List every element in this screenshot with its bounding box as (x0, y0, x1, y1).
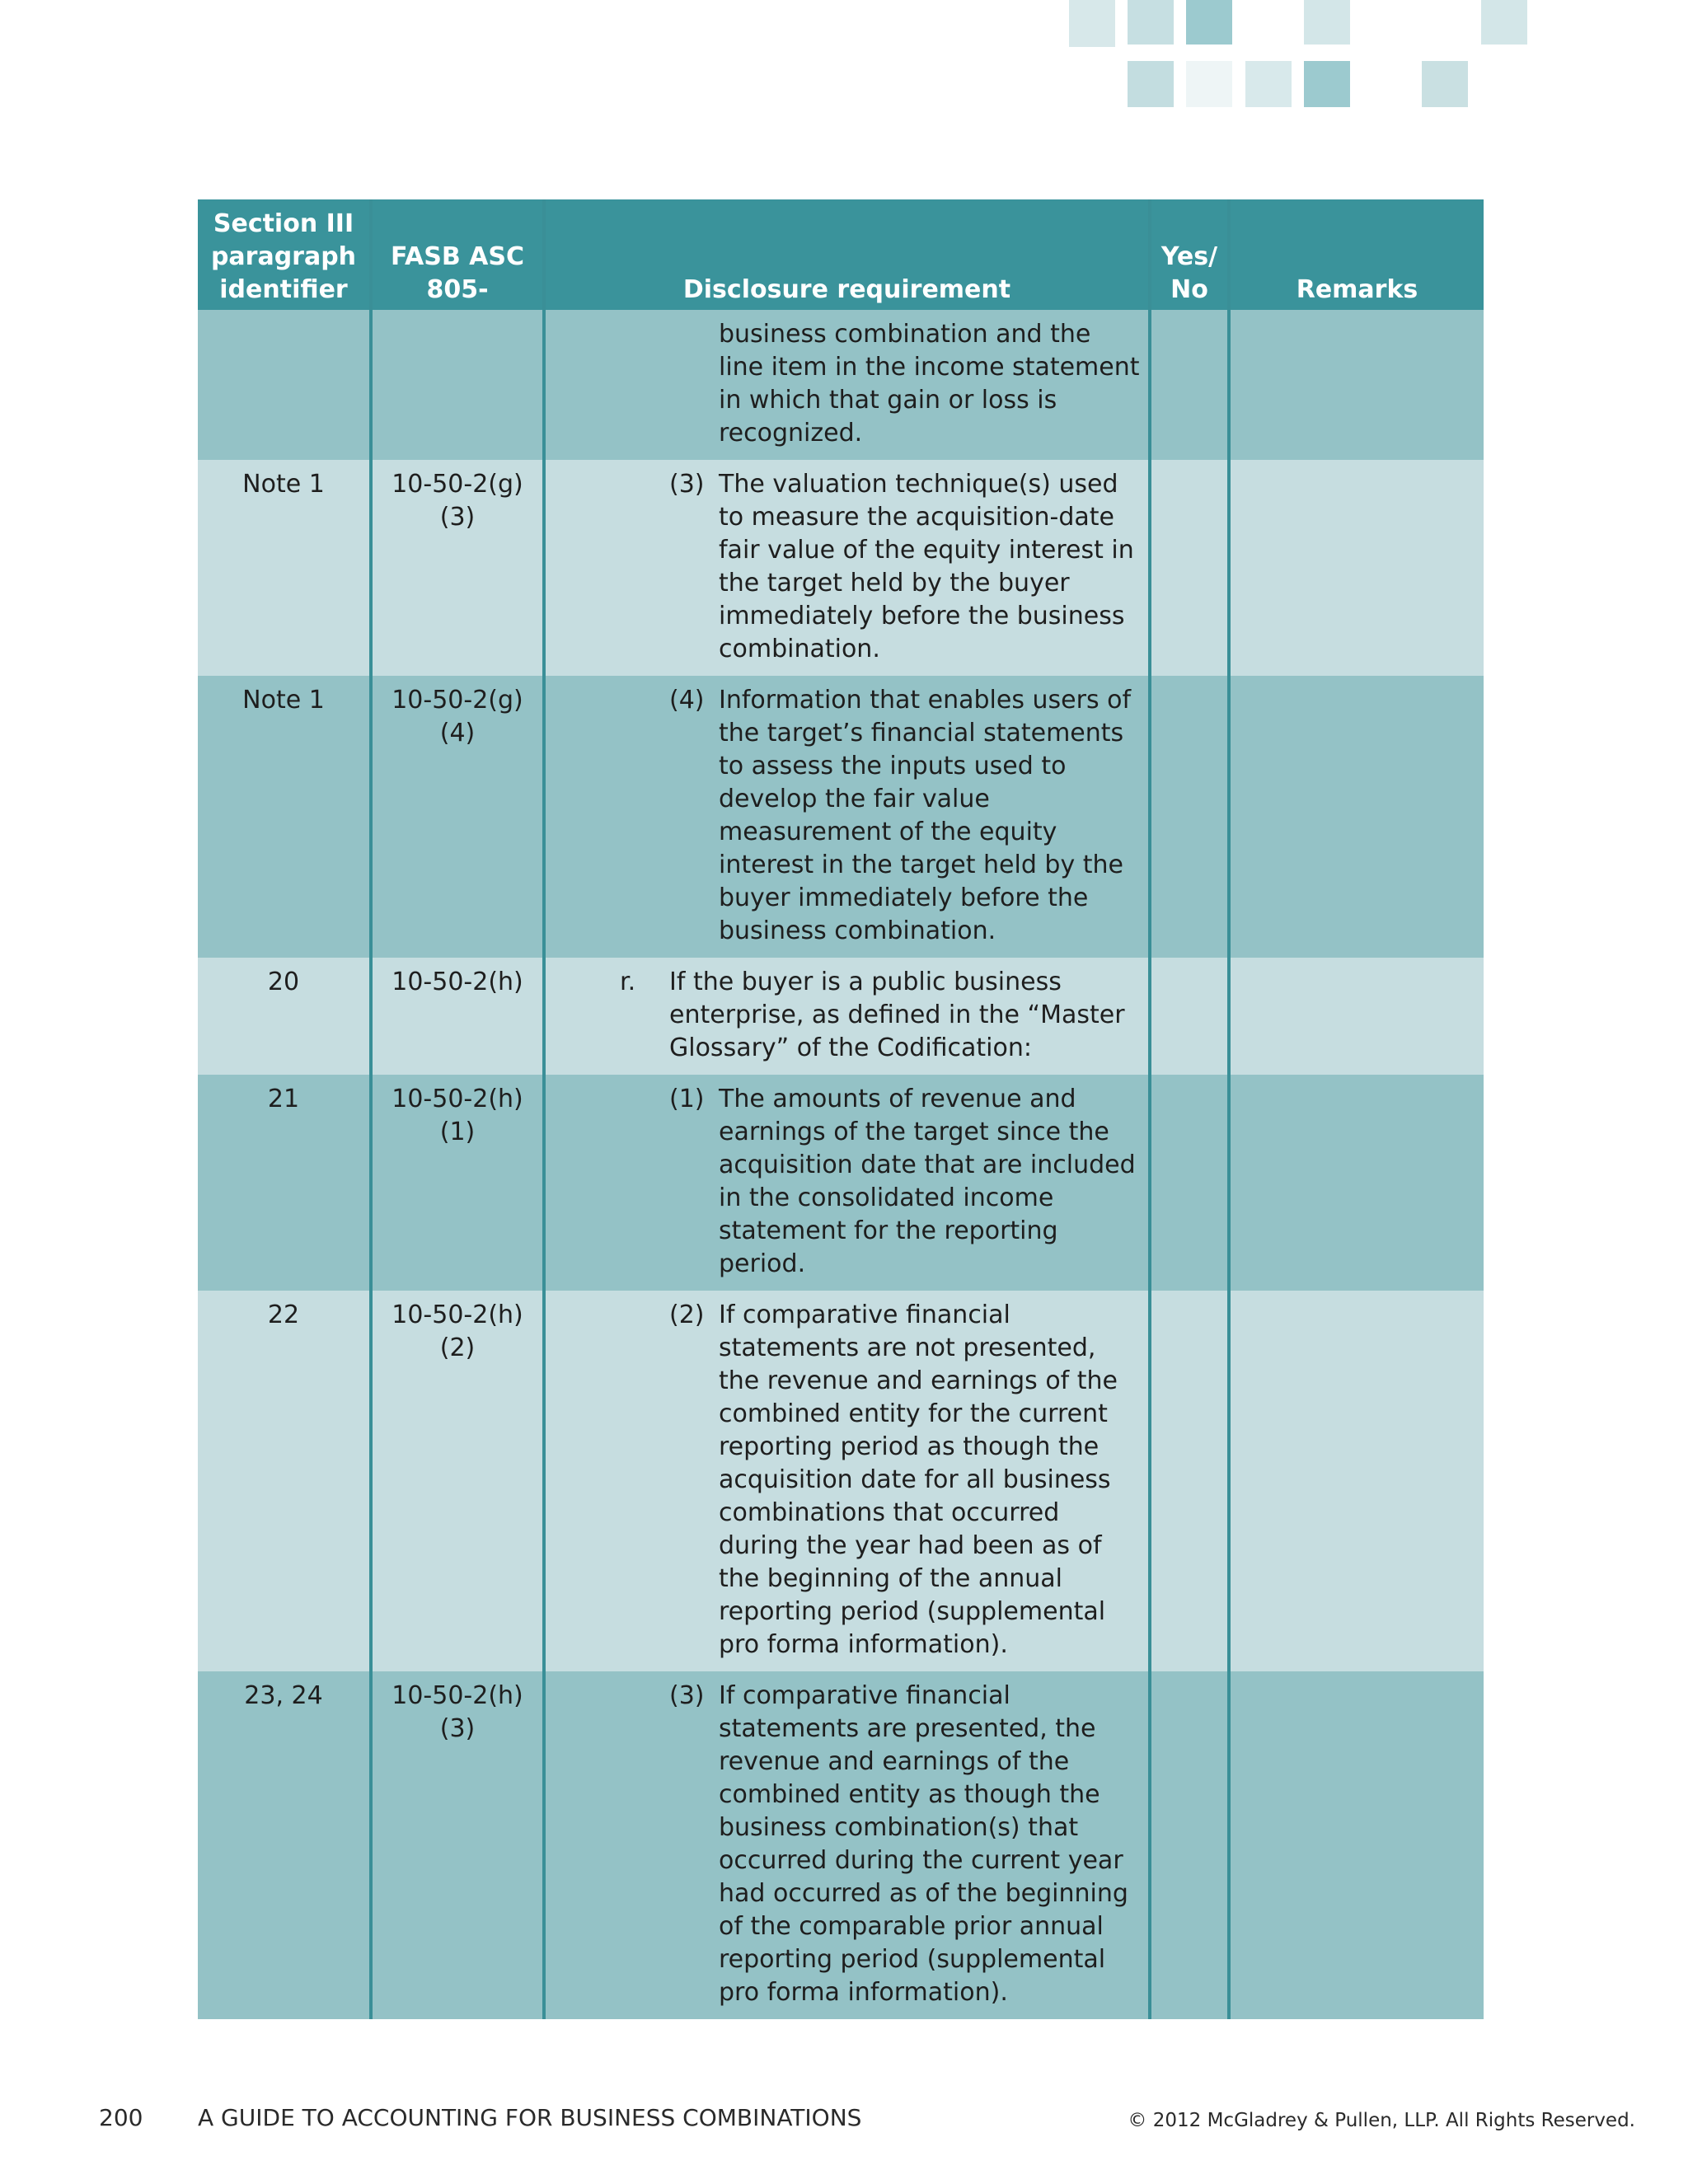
asc-cell: 10-50-2(g)(3) (371, 460, 544, 676)
yes-no-cell[interactable] (1150, 676, 1229, 958)
deco-square (1186, 0, 1232, 45)
remarks-cell[interactable] (1229, 310, 1484, 460)
yes-no-cell[interactable] (1150, 1075, 1229, 1291)
remarks-cell[interactable] (1229, 460, 1484, 676)
remarks-cell[interactable] (1229, 1075, 1484, 1291)
item-marker: r. (620, 968, 636, 996)
table-row (198, 958, 1484, 1075)
table-row (198, 460, 1484, 676)
table-row (198, 310, 1484, 460)
deco-square (1128, 0, 1174, 45)
asc-cell: 10-50-2(h) (371, 958, 544, 1075)
deco-square (1481, 0, 1527, 45)
remarks-cell[interactable] (1229, 1291, 1484, 1671)
requirement-cell (544, 1671, 1150, 2019)
section-cell (198, 310, 371, 460)
requirement-text: If comparative financial statements are presented, the revenue and earnings of the combined entity as though the business combination(s) that occurred during the current year had occurred as of the beginning of the comparable prior annual reporting period (supplemental pro forma information). (719, 1681, 1128, 2007)
header-yes-no: Yes/ No (1150, 199, 1229, 310)
remarks-cell[interactable] (1229, 1671, 1484, 2019)
item-marker: (3) (669, 1681, 705, 1710)
page-number: 200 (99, 2104, 143, 2131)
header-section-identifier: Section III paragraph identifier (198, 199, 371, 310)
header-remarks: Remarks (1229, 199, 1484, 310)
yes-no-cell[interactable] (1150, 460, 1229, 676)
yes-no-cell[interactable] (1150, 1671, 1229, 2019)
table-row (198, 676, 1484, 958)
yes-no-cell[interactable] (1150, 1291, 1229, 1671)
table-row (198, 1075, 1484, 1291)
requirement-cell (544, 460, 1150, 676)
item-marker: (4) (669, 686, 705, 715)
section-cell: 20 (198, 958, 371, 1075)
remarks-cell[interactable] (1229, 958, 1484, 1075)
deco-square (1069, 0, 1115, 47)
table-header-row (198, 199, 1484, 310)
header-disclosure-requirement: Disclosure requirement (544, 199, 1150, 310)
deco-square (1245, 61, 1292, 107)
requirement-text: If the buyer is a public business enterprise, as defined in the “Master Glossary” of the Codification: (669, 968, 1125, 1062)
deco-square (1128, 61, 1174, 107)
table-row (198, 1291, 1484, 1671)
section-cell: Note 1 (198, 676, 371, 958)
item-marker: (1) (669, 1085, 705, 1113)
table-row (198, 1671, 1484, 2019)
deco-square (1422, 61, 1468, 107)
asc-cell: 10-50-2(h)(3) (371, 1671, 544, 2019)
disclosure-checklist-table (198, 199, 1484, 2019)
section-cell: Note 1 (198, 460, 371, 676)
requirement-text: Information that enables users of the target’s financial statements to assess the inputs used to develop the fair value measurement of the equity interest in the target held by the buyer immediately before the business combination. (719, 686, 1132, 945)
requirement-cell (544, 310, 1150, 460)
requirement-cell (544, 676, 1150, 958)
asc-cell: 10-50-2(h)(2) (371, 1291, 544, 1671)
remarks-cell[interactable] (1229, 676, 1484, 958)
header-fasb-asc: FASB ASC 805- (371, 199, 544, 310)
asc-cell (371, 310, 544, 460)
section-cell: 21 (198, 1075, 371, 1291)
asc-cell: 10-50-2(g)(4) (371, 676, 544, 958)
copyright-notice: © 2012 McGladrey & Pullen, LLP. All Rights Reserved. (1128, 2110, 1635, 2131)
requirement-cell (544, 958, 1150, 1075)
yes-no-cell[interactable] (1150, 310, 1229, 460)
deco-square (1186, 61, 1232, 107)
section-cell: 23, 24 (198, 1671, 371, 2019)
deco-square (1304, 0, 1350, 45)
deco-square (1304, 61, 1350, 107)
requirement-text: The amounts of revenue and earnings of the target since the acquisition date that are included in the consolidated income statement for the reporting period. (719, 1085, 1136, 1278)
asc-cell: 10-50-2(h)(1) (371, 1075, 544, 1291)
item-marker: (3) (669, 470, 705, 499)
item-marker: (2) (669, 1301, 705, 1329)
requirement-text: If comparative financial statements are not presented, the revenue and earnings of the combined entity for the current reporting period as though the acquisition date for all business combinations that occurred during the year had been as of the beginning of the annual reporting period (supplemental pro forma information). (719, 1301, 1118, 1659)
requirement-cell (544, 1291, 1150, 1671)
book-title: A GUIDE TO ACCOUNTING FOR BUSINESS COMBINATIONS (198, 2104, 862, 2131)
requirement-text: business combination and the line item in the income statement in which that gain or loss is recognized. (719, 320, 1140, 448)
requirement-text: The valuation technique(s) used to measure the acquisition-date fair value of the equity interest in the target held by the buyer immediately before the business combination. (719, 470, 1134, 663)
section-cell: 22 (198, 1291, 371, 1671)
requirement-cell (544, 1075, 1150, 1291)
yes-no-cell[interactable] (1150, 958, 1229, 1075)
